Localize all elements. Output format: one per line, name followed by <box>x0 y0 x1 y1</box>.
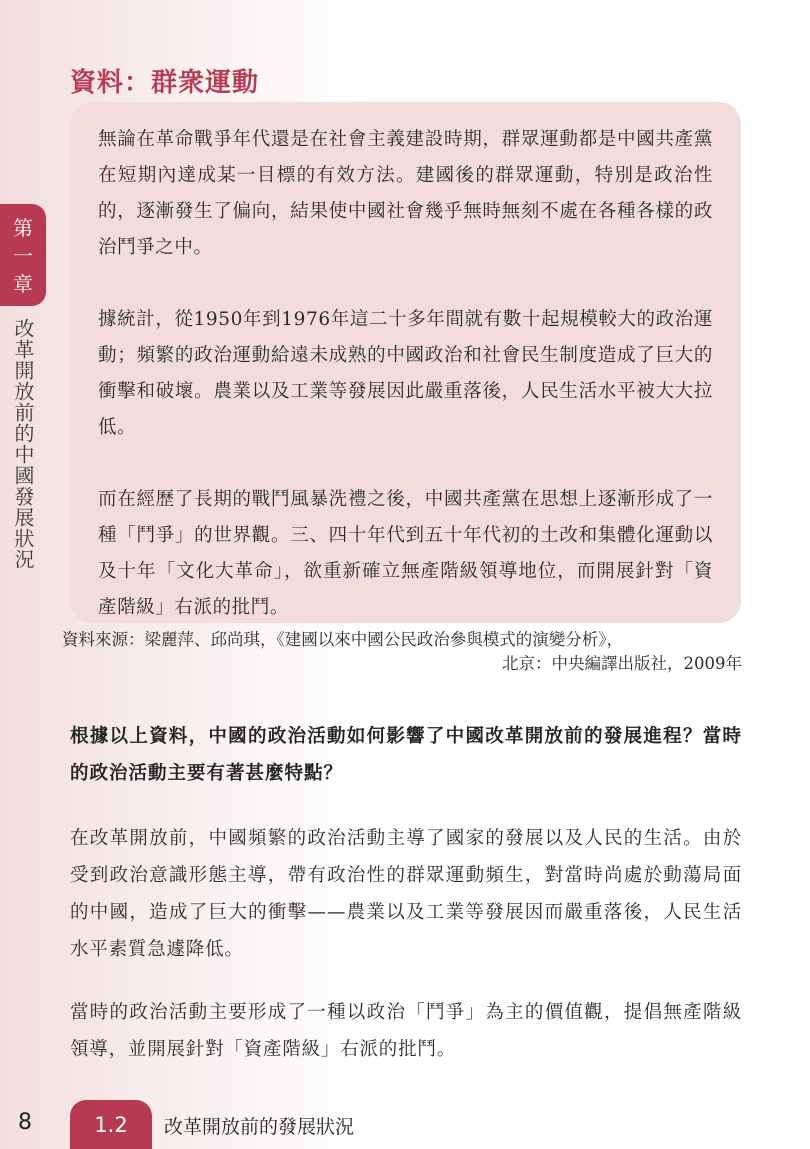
chapter-label-char: 一 <box>13 244 33 268</box>
quote-box <box>70 102 741 623</box>
section-number-tab: 1.2 <box>70 1100 152 1149</box>
source-citation <box>62 628 742 676</box>
footer-section-title: 改革開放前的發展狀況 <box>164 1116 355 1138</box>
chapter-label-char: 第 <box>13 216 33 240</box>
answer-paragraph: 當時的政治活動主要形成了一種以政治「鬥爭」為主的價值觀，提倡無產階級領導，並開展針對「資產階級」右派的批鬥。 <box>70 1002 742 1060</box>
question-text: 根據以上資料，中國的政治活動如何影響了中國改革開放前的發展進程？當時的政治活動主要有著甚麼特點？ <box>70 726 742 784</box>
section-heading: 資料：群衆運動 <box>70 68 260 98</box>
answer-paragraph: 在改革開放前，中國頻繁的政治活動主導了國家的發展以及人民的生活。由於受到政治意識形態主導，帶有政治性的群眾運動頻生，對當時尚處於動蕩局面的中國，造成了巨大的衝擊——農業以及工業等發展因而嚴重落後，人民生活水平素質急遽降低。 <box>70 828 742 960</box>
chapter-label-char: 章 <box>13 272 33 296</box>
quote-paragraph: 而在經歷了長期的戰鬥風暴洗禮之後，中國共產黨在思想上逐漸形成了一種「鬥爭」的世界觀。三、四十年代到五十年代初的土改和集體化運動以及十年「文化大革命」，欲重新確立無產階級領導地位，而開展針對「資產階級」右派的批鬥。 <box>98 489 713 618</box>
source-line: 資料來源：梁麗萍、邱尚琪，《建國以來中國公民政治參與模式的演變分析》， <box>62 630 623 649</box>
source-line: 北京：中央編譯出版社，2009年 <box>502 654 742 673</box>
chapter-title: 改革開放前的中國發展狀況 <box>11 318 35 570</box>
quote-paragraph: 據統計，從1950年到1976年這二十多年間就有數十起規模較大的政治運動；頻繁的政治運動給遠未成熟的中國政治和社會民生制度造成了巨大的衝擊和破壞。農業以及工業等發展因此嚴重落後，人民生活水平被大大拉低。 <box>98 309 713 438</box>
quote-paragraph: 無論在革命戰爭年代還是在社會主義建設時期，群眾運動都是中國共產黨在短期內達成某一目標的有效方法。建國後的群眾運動，特別是政治性的，逐漸發生了偏向，結果使中國社會幾乎無時無刻不處在各種各樣的政治鬥爭之中。 <box>98 129 713 258</box>
page-number: 8 <box>18 1110 32 1135</box>
chapter-tab <box>0 204 46 306</box>
